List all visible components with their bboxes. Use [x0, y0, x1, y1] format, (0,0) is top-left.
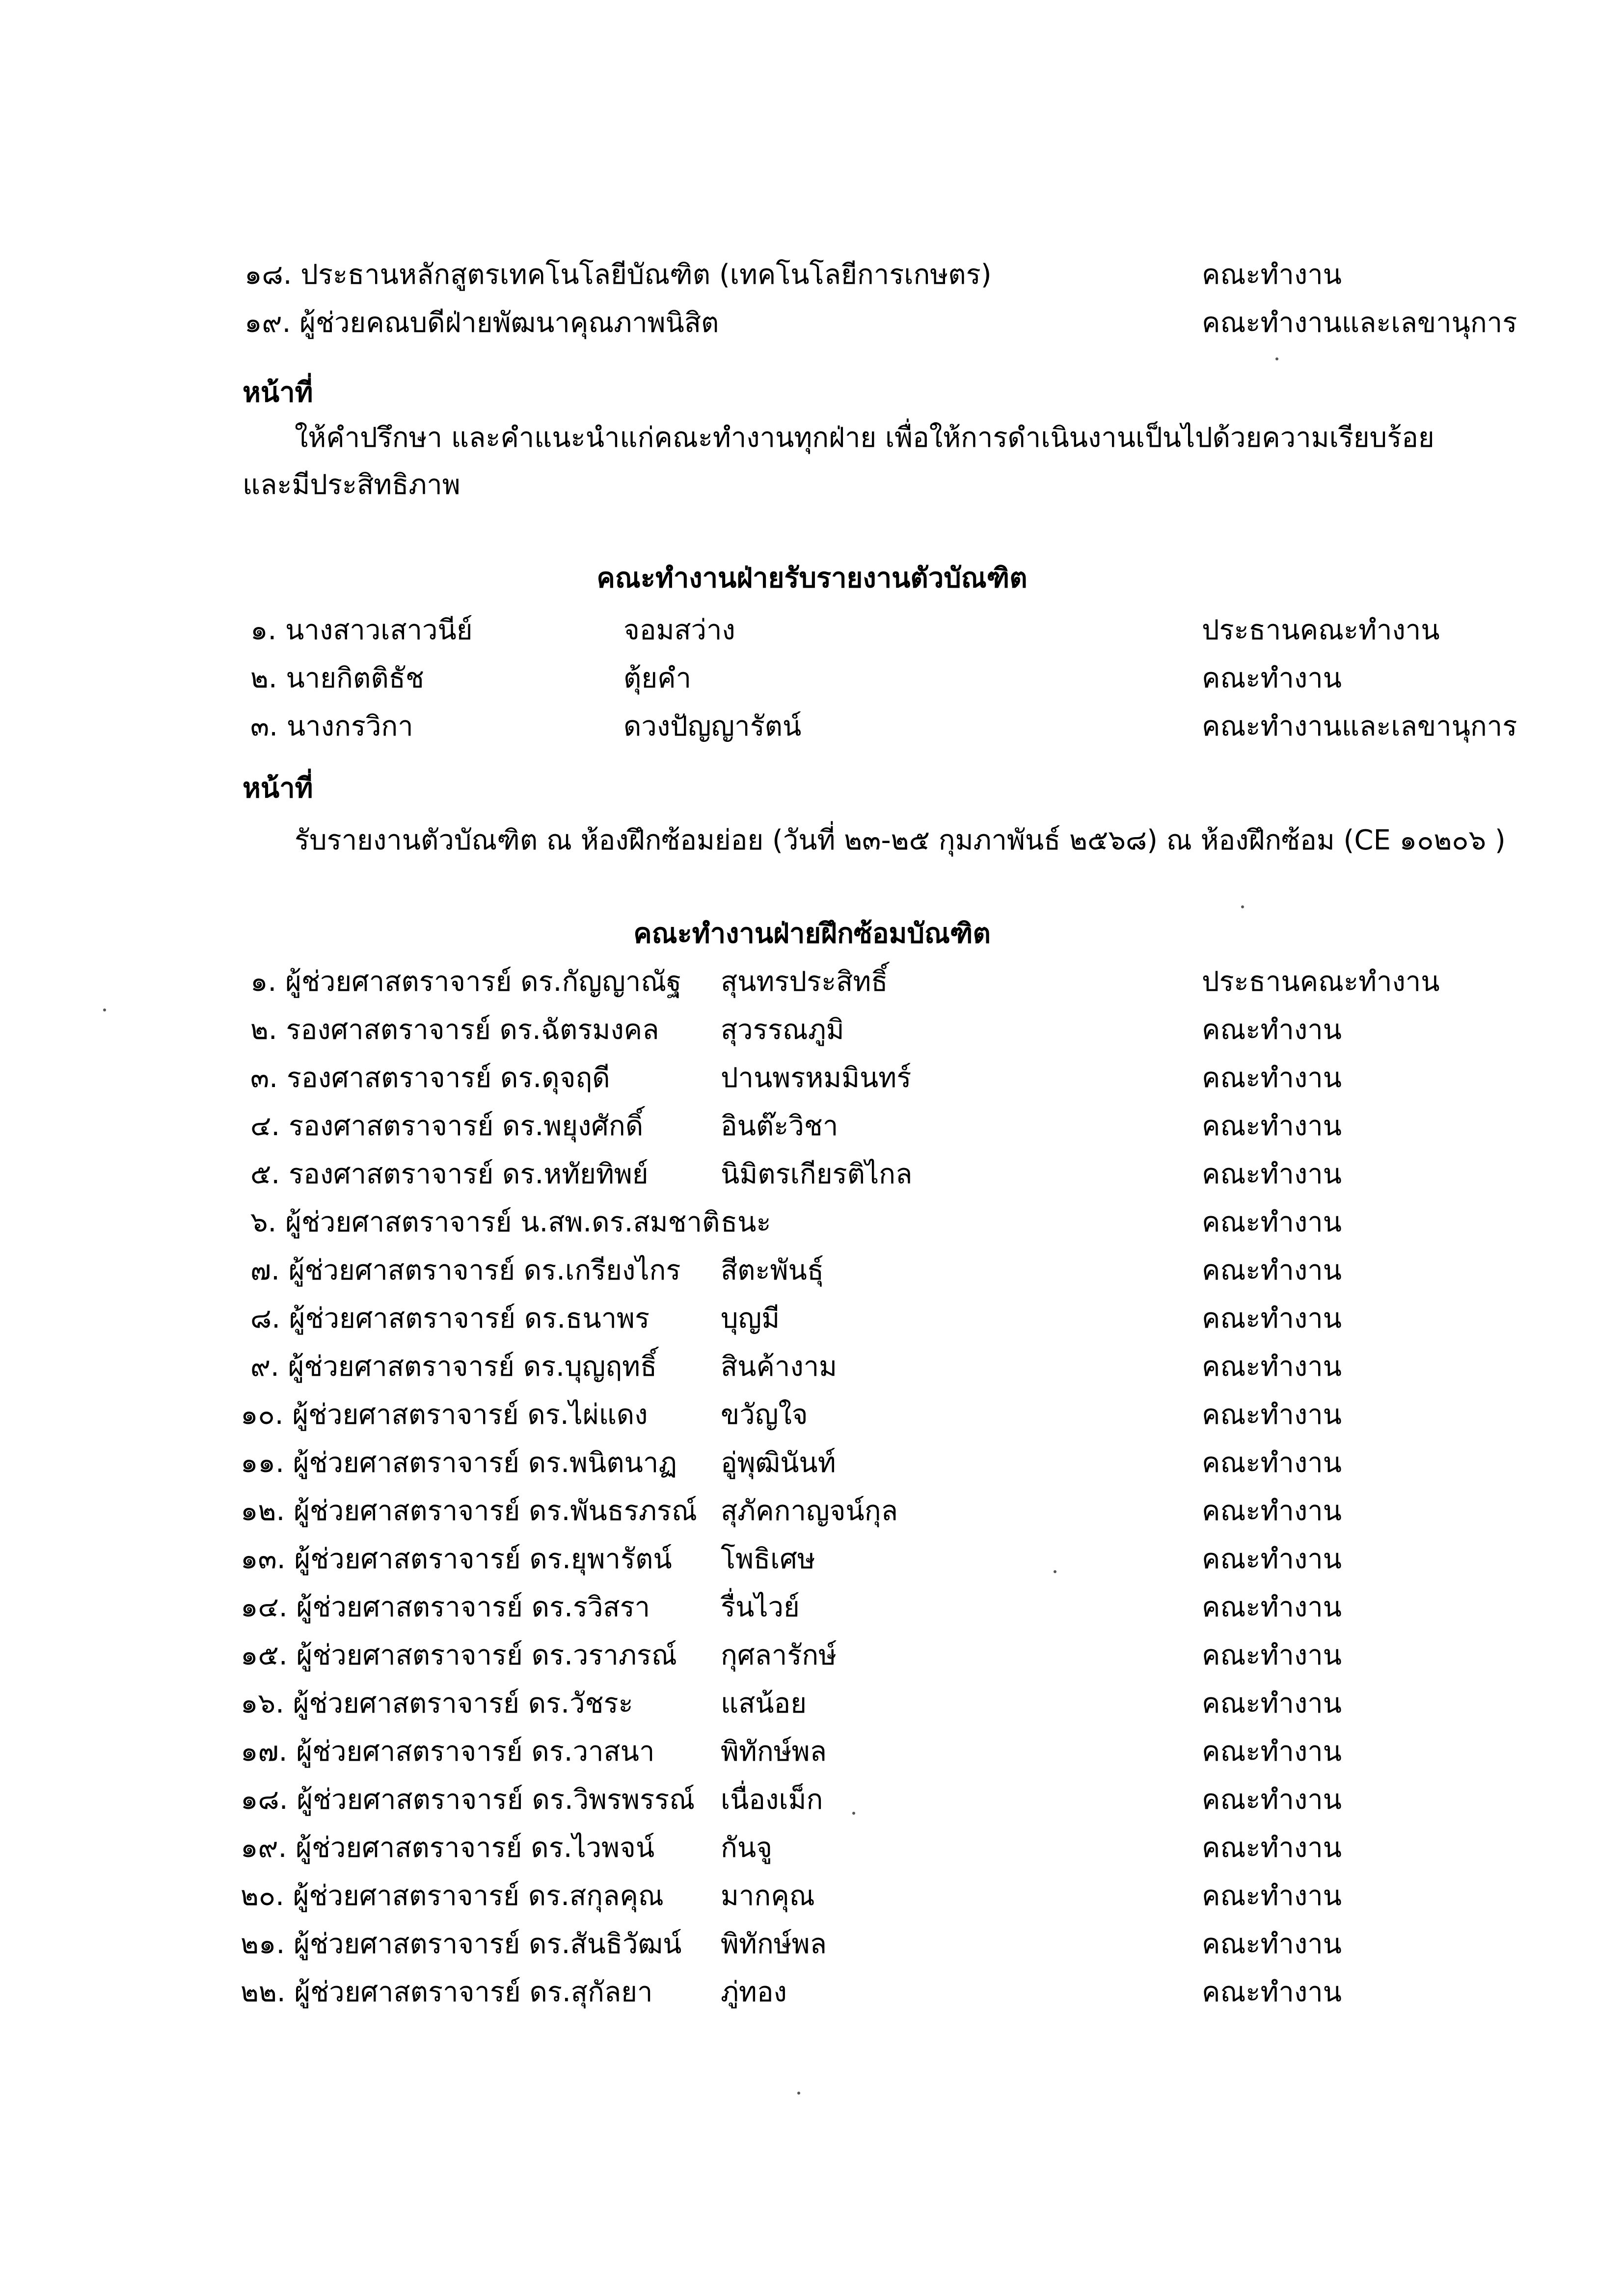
member-role: คณะทำงาน: [1202, 1206, 1342, 1238]
member-role: ประธานคณะทำงาน: [1202, 614, 1440, 646]
scan-speck: [103, 1008, 106, 1011]
table-row: [0, 1636, 1624, 1675]
list-item: [0, 303, 1624, 343]
member-name: ๒๒. ผู้ช่วยศาสตราจารย์ ดร.สุกัลยา: [241, 1976, 653, 2008]
member-role: คณะทำงาน: [1202, 1688, 1342, 1719]
member-role: คณะทำงาน: [1202, 1254, 1342, 1286]
member-name: ๓. นางกรวิกา: [250, 710, 413, 742]
member-role: คณะทำงาน: [1202, 1351, 1342, 1383]
member-name: ๑๗. ผู้ช่วยศาสตราจารย์ ดร.วาสนา: [241, 1736, 655, 1768]
member-surname: เนื่องเม็ก: [721, 1784, 823, 1816]
member-role: คณะทำงาน: [1202, 1832, 1342, 1864]
member-name: ๑๓. ผู้ช่วยศาสตราจารย์ ดร.ยุพารัตน์: [241, 1543, 672, 1575]
member-name: ๑๖. ผู้ช่วยศาสตราจารย์ ดร.วัชระ: [241, 1688, 633, 1719]
member-role: คณะทำงาน: [1202, 1447, 1342, 1479]
member-role: คณะทำงานและเลขานุการ: [1202, 710, 1517, 742]
member-role: คณะทำงาน: [1202, 1399, 1342, 1431]
member-role: คณะทำงาน: [1202, 1880, 1342, 1912]
member-surname: มากคุณ: [721, 1880, 815, 1912]
section-title: คณะทำงานฝ่ายรับรายงานตัวบัณฑิต: [596, 562, 1028, 594]
member-surname: พิทักษ์พล: [721, 1928, 827, 1960]
table-row: [0, 1732, 1624, 1771]
table-row: [0, 1010, 1624, 1050]
table-row: [0, 1684, 1624, 1723]
member-name: ๒๐. ผู้ช่วยศาสตราจารย์ ดร.สกุลคุณ: [241, 1880, 664, 1912]
duty-heading: หน้าที่: [243, 377, 313, 409]
member-surname: พิทักษ์พล: [721, 1736, 827, 1768]
member-name: ๑. นางสาวเสาวนีย์: [250, 614, 473, 646]
table-row: [0, 1828, 1624, 1868]
duty-heading: หน้าที่: [243, 772, 313, 804]
table-row: [0, 707, 1624, 746]
table-row: [0, 1973, 1624, 2012]
scan-speck: [1275, 357, 1278, 360]
scan-speck: [1054, 1570, 1056, 1573]
member-surname: นิมิตรเกียรติไกล: [721, 1158, 913, 1190]
member-name: ๑๘. ผู้ช่วยศาสตราจารย์ ดร.วิพรพรรณ์: [241, 1784, 695, 1816]
duty-text-line: ให้คำปรึกษา และคำแนะนำแก่คณะทำงานทุกฝ่าย เพื่อให้การดำเนินงานเป็นไปด้วยความเรียบร้อย: [295, 422, 1435, 454]
table-row: [0, 659, 1624, 698]
member-role: คณะทำงาน: [1202, 1158, 1342, 1190]
item-role: คณะทำงานและเลขานุการ: [1202, 307, 1517, 339]
member-surname: สีตะพันธุ์: [721, 1254, 824, 1286]
member-role: คณะทำงาน: [1202, 1014, 1342, 1046]
member-name: ๖. ผู้ช่วยศาสตราจารย์ น.สพ.ดร.สมชาติ: [250, 1206, 720, 1238]
scan-speck: [797, 2092, 800, 2095]
member-name: ๘. ผู้ช่วยศาสตราจารย์ ดร.ธนาพร: [250, 1303, 650, 1335]
member-surname: แสน้อย: [721, 1688, 807, 1719]
member-role: คณะทำงาน: [1202, 1928, 1342, 1960]
member-surname: ขวัญใจ: [721, 1399, 808, 1431]
member-name: ๑๒. ผู้ช่วยศาสตราจารย์ ดร.พันธรภรณ์: [241, 1495, 697, 1527]
member-surname: รื่นไวย์: [721, 1591, 800, 1623]
member-surname: จอมสว่าง: [623, 614, 735, 646]
member-name: ๑๕. ผู้ช่วยศาสตราจารย์ ดร.วราภรณ์: [241, 1639, 677, 1671]
member-name: ๔. รองศาสตราจารย์ ดร.พยุงศักดิ์: [250, 1110, 644, 1142]
table-row: [0, 1588, 1624, 1627]
table-row: [0, 1780, 1624, 1820]
table-row: [0, 1444, 1624, 1483]
member-role: คณะทำงาน: [1202, 1736, 1342, 1768]
duty-text-line: และมีประสิทธิภาพ: [243, 469, 460, 501]
table-row: [0, 1059, 1624, 1098]
member-name: ๑๐. ผู้ช่วยศาสตราจารย์ ดร.ไผ่แดง: [241, 1399, 648, 1431]
member-role: คณะทำงาน: [1202, 1591, 1342, 1623]
item-role: คณะทำงาน: [1202, 259, 1342, 291]
member-surname: สุนทรประสิทธิ์: [721, 966, 888, 998]
member-surname: สุภัคกาญจน์กุล: [721, 1495, 898, 1527]
member-name: ๒๑. ผู้ช่วยศาสตราจารย์ ดร.สันธิวัฒน์: [241, 1928, 682, 1960]
member-surname: ภู่ทอง: [721, 1976, 787, 2008]
member-role: คณะทำงาน: [1202, 1495, 1342, 1527]
scan-speck: [1241, 905, 1244, 908]
duty-text-line: รับรายงานตัวบัณฑิต ณ ห้องฝึกซ้อมย่อย (วันที่ ๒๓-๒๕ กุมภาพันธ์ ๒๕๖๘) ณ ห้องฝึกซ้อม (CE ๑๐๒๐๖ ): [295, 824, 1506, 856]
table-row: [0, 1347, 1624, 1387]
member-role: คณะทำงาน: [1202, 1639, 1342, 1671]
member-role: ประธานคณะทำงาน: [1202, 966, 1440, 998]
member-name: ๗. ผู้ช่วยศาสตราจารย์ ดร.เกรียงไกร: [250, 1254, 681, 1286]
member-role: คณะทำงาน: [1202, 1062, 1342, 1094]
member-role: คณะทำงาน: [1202, 1110, 1342, 1142]
member-role: คณะทำงาน: [1202, 662, 1342, 694]
member-role: คณะทำงาน: [1202, 1303, 1342, 1335]
table-row: [0, 1395, 1624, 1435]
member-surname: สุวรรณภูมิ: [721, 1014, 844, 1046]
member-surname: ปานพรหมมินทร์: [721, 1062, 912, 1094]
member-name: ๓. รองศาสตราจารย์ ดร.ดุจฤดี: [250, 1062, 610, 1094]
section-title: คณะทำงานฝ่ายฝึกซ้อมบัณฑิต: [633, 918, 991, 950]
table-row: [0, 611, 1624, 650]
table-row: [0, 1155, 1624, 1194]
member-surname: ดวงปัญญารัตน์: [623, 710, 802, 742]
table-row: [0, 1492, 1624, 1531]
member-surname: อู่พุฒินันท์: [721, 1447, 836, 1479]
member-role: คณะทำงาน: [1202, 1976, 1342, 2008]
member-name: ๑๑. ผู้ช่วยศาสตราจารย์ ดร.พนิตนาฏ: [241, 1447, 677, 1479]
table-row: [0, 1877, 1624, 1916]
member-name: ๙. ผู้ช่วยศาสตราจารย์ ดร.บุญฤทธิ์: [250, 1351, 657, 1383]
member-surname: โพธิเศษ: [721, 1543, 815, 1575]
member-surname: อินต๊ะวิชา: [721, 1110, 839, 1142]
member-name: ๑. ผู้ช่วยศาสตราจารย์ ดร.กัญญาณัฐ: [250, 966, 682, 998]
item-text: ๑๙. ผู้ช่วยคณบดีฝ่ายพัฒนาคุณภาพนิสิต: [244, 307, 719, 339]
member-surname: กันจู: [721, 1832, 772, 1864]
table-row: [0, 1540, 1624, 1579]
member-name: ๒. รองศาสตราจารย์ ดร.ฉัตรมงคล: [250, 1014, 659, 1046]
table-row: [0, 1925, 1624, 1964]
member-surname: ธนะ: [721, 1206, 771, 1238]
table-row: [0, 1107, 1624, 1146]
member-name: ๕. รองศาสตราจารย์ ดร.หทัยทิพย์: [250, 1158, 649, 1190]
member-name: ๒. นายกิตติธัช: [250, 662, 424, 694]
table-row: [0, 1251, 1624, 1290]
member-surname: สินค้างาม: [721, 1351, 838, 1383]
member-surname: ตุ้ยคำ: [623, 662, 692, 694]
member-name: ๑๔. ผู้ช่วยศาสตราจารย์ ดร.รวิสรา: [241, 1591, 650, 1623]
member-surname: กุศลารักษ์: [721, 1639, 837, 1671]
table-row: [0, 962, 1624, 1002]
list-item: [0, 255, 1624, 295]
table-row: [0, 1203, 1624, 1242]
member-surname: บุญมี: [721, 1303, 780, 1335]
member-role: คณะทำงาน: [1202, 1784, 1342, 1816]
member-name: ๑๙. ผู้ช่วยศาสตราจารย์ ดร.ไวพจน์: [241, 1832, 655, 1864]
scan-speck: [852, 1812, 855, 1815]
item-text: ๑๘. ประธานหลักสูตรเทคโนโลยีบัณฑิต (เทคโนโลยีการเกษตร): [244, 259, 992, 291]
member-role: คณะทำงาน: [1202, 1543, 1342, 1575]
table-row: [0, 1299, 1624, 1338]
